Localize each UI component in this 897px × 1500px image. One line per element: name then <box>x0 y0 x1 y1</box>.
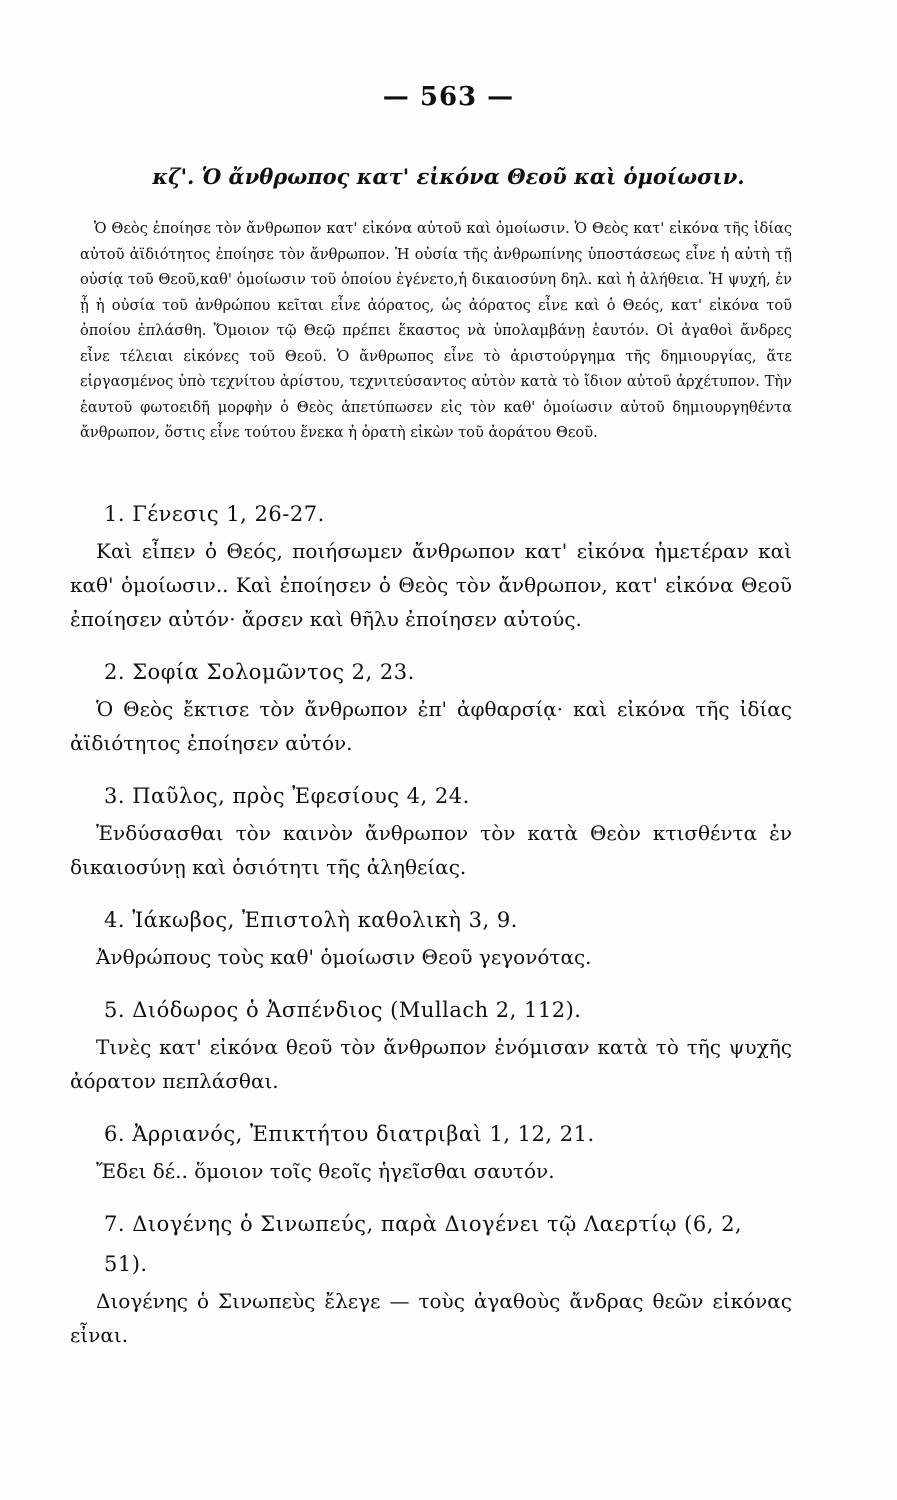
citation-heading: 2. Σοφία Σολομῶντος 2, 23. <box>104 660 415 684</box>
citation-heading: 3. Παῦλος, πρὸς Ἐφεσίους 4, 24. <box>104 784 470 808</box>
citation-list <box>70 494 792 1368</box>
citation-heading: 7. Διογένης ὁ Σινωπεύς, παρὰ Διογένει τῷ Λαερτίῳ (6, 2, 51). <box>104 1212 743 1276</box>
citation-text: Τινὲς κατ' εἰκόνα θεοῦ τὸν ἄνθρωπον ἐνόμισαν κατὰ τὸ τῆς ψυχῆς ἀόρατον πεπλάσθαι. <box>70 1035 792 1093</box>
chapter-title: κζ'. Ὁ ἄνθρωπος κατ' εἰκόνα Θεοῦ καὶ ὁμοίωσιν. <box>152 164 745 189</box>
citation-text: Καὶ εἶπεν ὁ Θεός, ποιήσωμεν ἄνθρωπον κατ' εἰκόνα ἡμετέραν καὶ καθ' ὁμοίωσιν.. Καὶ ἐποίησεν ὁ Θεὸς τὸν ἄνθρωπον, κατ' εἰκόνα Θεοῦ ἐποίησεν αὐτόν· ἄρσεν καὶ θῆλυ ἐποίησεν αὐτούς. <box>70 539 792 631</box>
citation-text: Διογένης ὁ Σινωπεὺς ἔλεγε — τοὺς ἀγαθοὺς ἄνδρας θεῶν εἰκόνας εἶναι. <box>70 1289 792 1347</box>
citation-entry <box>70 776 792 884</box>
page-number: — 563 — <box>382 82 515 112</box>
citation-heading: 5. Διόδωρος ὁ Ἀσπένδιος (Mullach 2, 112). <box>104 998 582 1022</box>
citation-entry <box>70 900 792 974</box>
intro-paragraph: Ὁ Θεὸς ἐποίησε τὸν ἄνθρωπον κατ' εἰκόνα αὐτοῦ καὶ ὁμοίωσιν. Ὁ Θεὸς κατ' εἰκόνα τῆς ἰδίας αὐτοῦ ἀϊδιότητος ἐποίησε τὸν ἄνθρωπον. Ἡ οὐσία τῆς ἀνθρωπίνης ὑποστάσεως εἶνε ἡ αὐτὴ τῇ οὐσίᾳ τοῦ Θεοῦ,καθ' ὁμοίωσιν τοῦ ὁποίου ἐγένετο,ἡ δικαιοσύνη δηλ. καὶ ἡ ἀλήθεια. Ἡ ψυχή, ἐν ᾗ ἡ οὐσία τοῦ ἀνθρώπου κεῖται εἶνε ἀόρατος, ὡς ἀόρατος εἶνε καὶ ὁ Θεός, κατ' εἰκόνα τοῦ ὁποίου ἐπλάσθη. Ὅμοιον τῷ Θεῷ πρέπει ἕκαστος νὰ ὑπολαμβάνῃ ἑαυτόν. Οἱ ἀγαθοὶ ἄνδρες εἶνε τέλειαι εἰκόνες τοῦ Θεοῦ. Ὁ ἄνθρωπος εἶνε τὸ ἀριστούργημα τῆς δημιουργίας, ἅτε εἰργασμένος ὑπὸ τεχνίτου ἀρίστου, τεχνιτεύσαντος αὐτὸν κατὰ τὸ ἴδιον αὐτοῦ ἀρχέτυπον. Τὴν ἑαυτοῦ φωτοειδῆ μορφὴν ὁ Θεὸς ἀπετύπωσεν εἰς τὸν καθ' ὁμοίωσιν αὐτοῦ δημιουργηθέντα ἄνθρωπον, ὅστις εἶνε τούτου ἕνεκα ἡ ὁρατὴ εἰκὼν τοῦ ἀοράτου Θεοῦ. <box>80 220 792 441</box>
citation-heading: 6. Ἀρριανός, Ἐπικτήτου διατριβαὶ 1, 12, 21. <box>104 1122 595 1146</box>
citation-heading: 4. Ἰάκωβος, Ἐπιστολὴ καθολικὴ 3, 9. <box>104 908 518 932</box>
citation-entry <box>70 652 792 760</box>
citation-entry <box>70 1204 792 1352</box>
citation-text: Ἀνθρώπους τοὺς καθ' ὁμοίωσιν Θεοῦ γεγονότας. <box>96 945 592 969</box>
citation-heading: 1. Γένεσις 1, 26-27. <box>104 502 325 526</box>
citation-text: Ὁ Θεὸς ἔκτισε τὸν ἄνθρωπον ἐπ' ἀφθαρσίᾳ· καὶ εἰκόνα τῆς ἰδίας ἀϊδιότητος ἐποίησεν αὐτόν. <box>70 697 792 755</box>
citation-text: Ἐνδύσασθαι τὸν καινὸν ἄνθρωπον τὸν κατὰ Θεὸν κτισθέντα ἐν δικαιοσύνῃ καὶ ὁσιότητι τῆς ἀληθείας. <box>70 821 792 879</box>
citation-entry <box>70 494 792 636</box>
citation-entry <box>70 990 792 1098</box>
citation-text: Ἔδει δέ.. ὅμοιον τοῖς θεοῖς ἡγεῖσθαι σαυτόν. <box>96 1159 555 1183</box>
citation-entry <box>70 1114 792 1188</box>
